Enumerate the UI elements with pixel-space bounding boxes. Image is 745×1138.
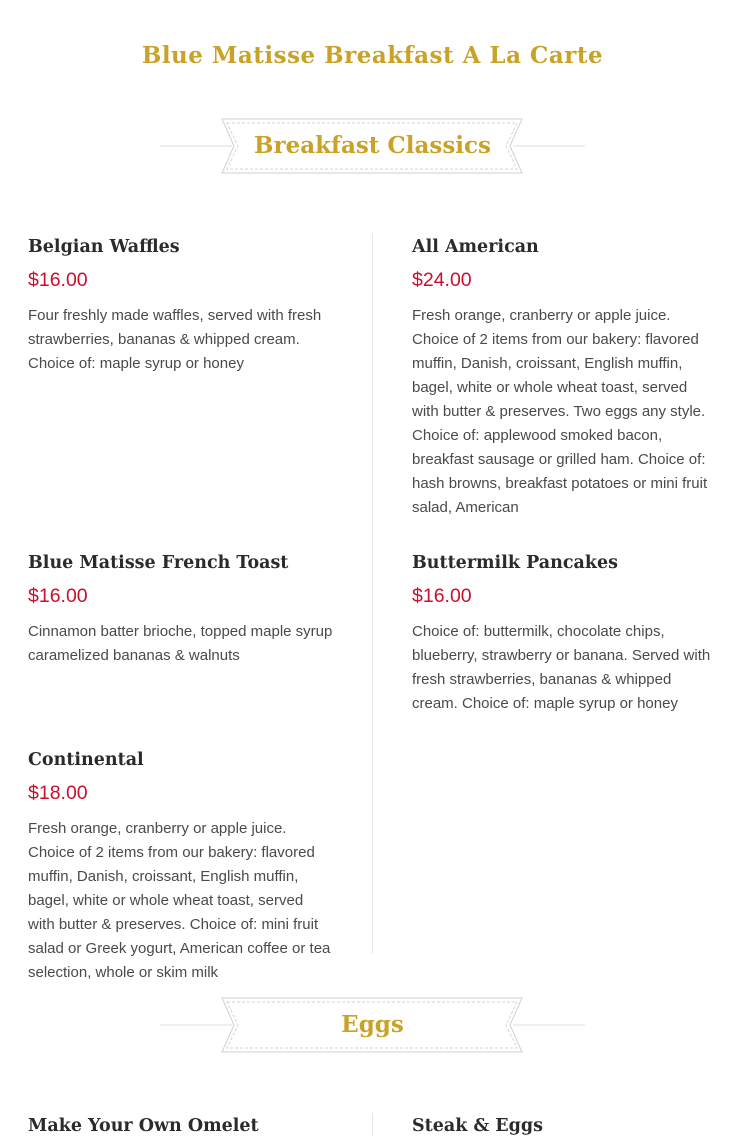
menu-item [412, 551, 717, 716]
menu-item [28, 748, 333, 985]
item-price: $24.00 [412, 269, 472, 291]
item-price: $16.00 [412, 585, 472, 607]
menu-item [28, 235, 333, 376]
column-divider [372, 1113, 373, 1136]
menu-item [412, 235, 717, 520]
section-banner-eggs [160, 997, 585, 1053]
item-description: Four freshly made waffles, served with fresh strawberries, bananas & whipped cream. Choice of: maple syrup or honey [28, 307, 322, 372]
item-description: Cinnamon batter brioche, topped maple syrup caramelized bananas & walnuts [28, 623, 333, 664]
item-description: Fresh orange, cranberry or apple juice. Choice of 2 items from our bakery: flavored muffin, Danish, croissant, English muffin, bagel, white or whole wheat toast, served with butter & preserves. Choice of: mini fruit salad or Greek yogurt, American coffee or tea selection, whole or skim milk [28, 820, 331, 981]
page-title: Blue Matisse Breakfast A La Carte [141, 42, 604, 69]
menu-item [412, 1114, 717, 1138]
item-name: Continental [28, 750, 144, 770]
item-price: $16.00 [28, 269, 88, 291]
menu-item [28, 551, 333, 668]
section-title: Eggs [341, 1011, 404, 1038]
item-name: Blue Matisse French Toast [28, 553, 289, 573]
item-name: Make Your Own Omelet [28, 1116, 259, 1136]
item-description: Choice of: buttermilk, chocolate chips, blueberry, strawberry or banana. Served with fresh strawberries, bananas & whipped cream. Choice of: maple syrup or honey [412, 623, 711, 712]
item-name: Belgian Waffles [28, 237, 180, 257]
item-name: Buttermilk Pancakes [412, 553, 618, 573]
item-price: $18.00 [28, 782, 88, 804]
item-name: All American [412, 237, 539, 257]
item-name: Steak & Eggs [412, 1116, 543, 1136]
menu-item [28, 1114, 333, 1138]
section-title: Breakfast Classics [254, 132, 491, 159]
item-price: $16.00 [28, 585, 88, 607]
section-banner-breakfast-classics [160, 118, 585, 174]
item-description: Fresh orange, cranberry or apple juice. Choice of 2 items from our bakery: flavored muffin, Danish, croissant, English muffin, bagel, white or whole wheat toast, served with butter & preserves. Two eggs any style. Choice of: applewood smoked bacon, breakfast sausage or grilled ham. Choice of: hash browns, breakfast potatoes or mini fruit salad, American [412, 307, 708, 516]
column-divider [372, 234, 373, 954]
